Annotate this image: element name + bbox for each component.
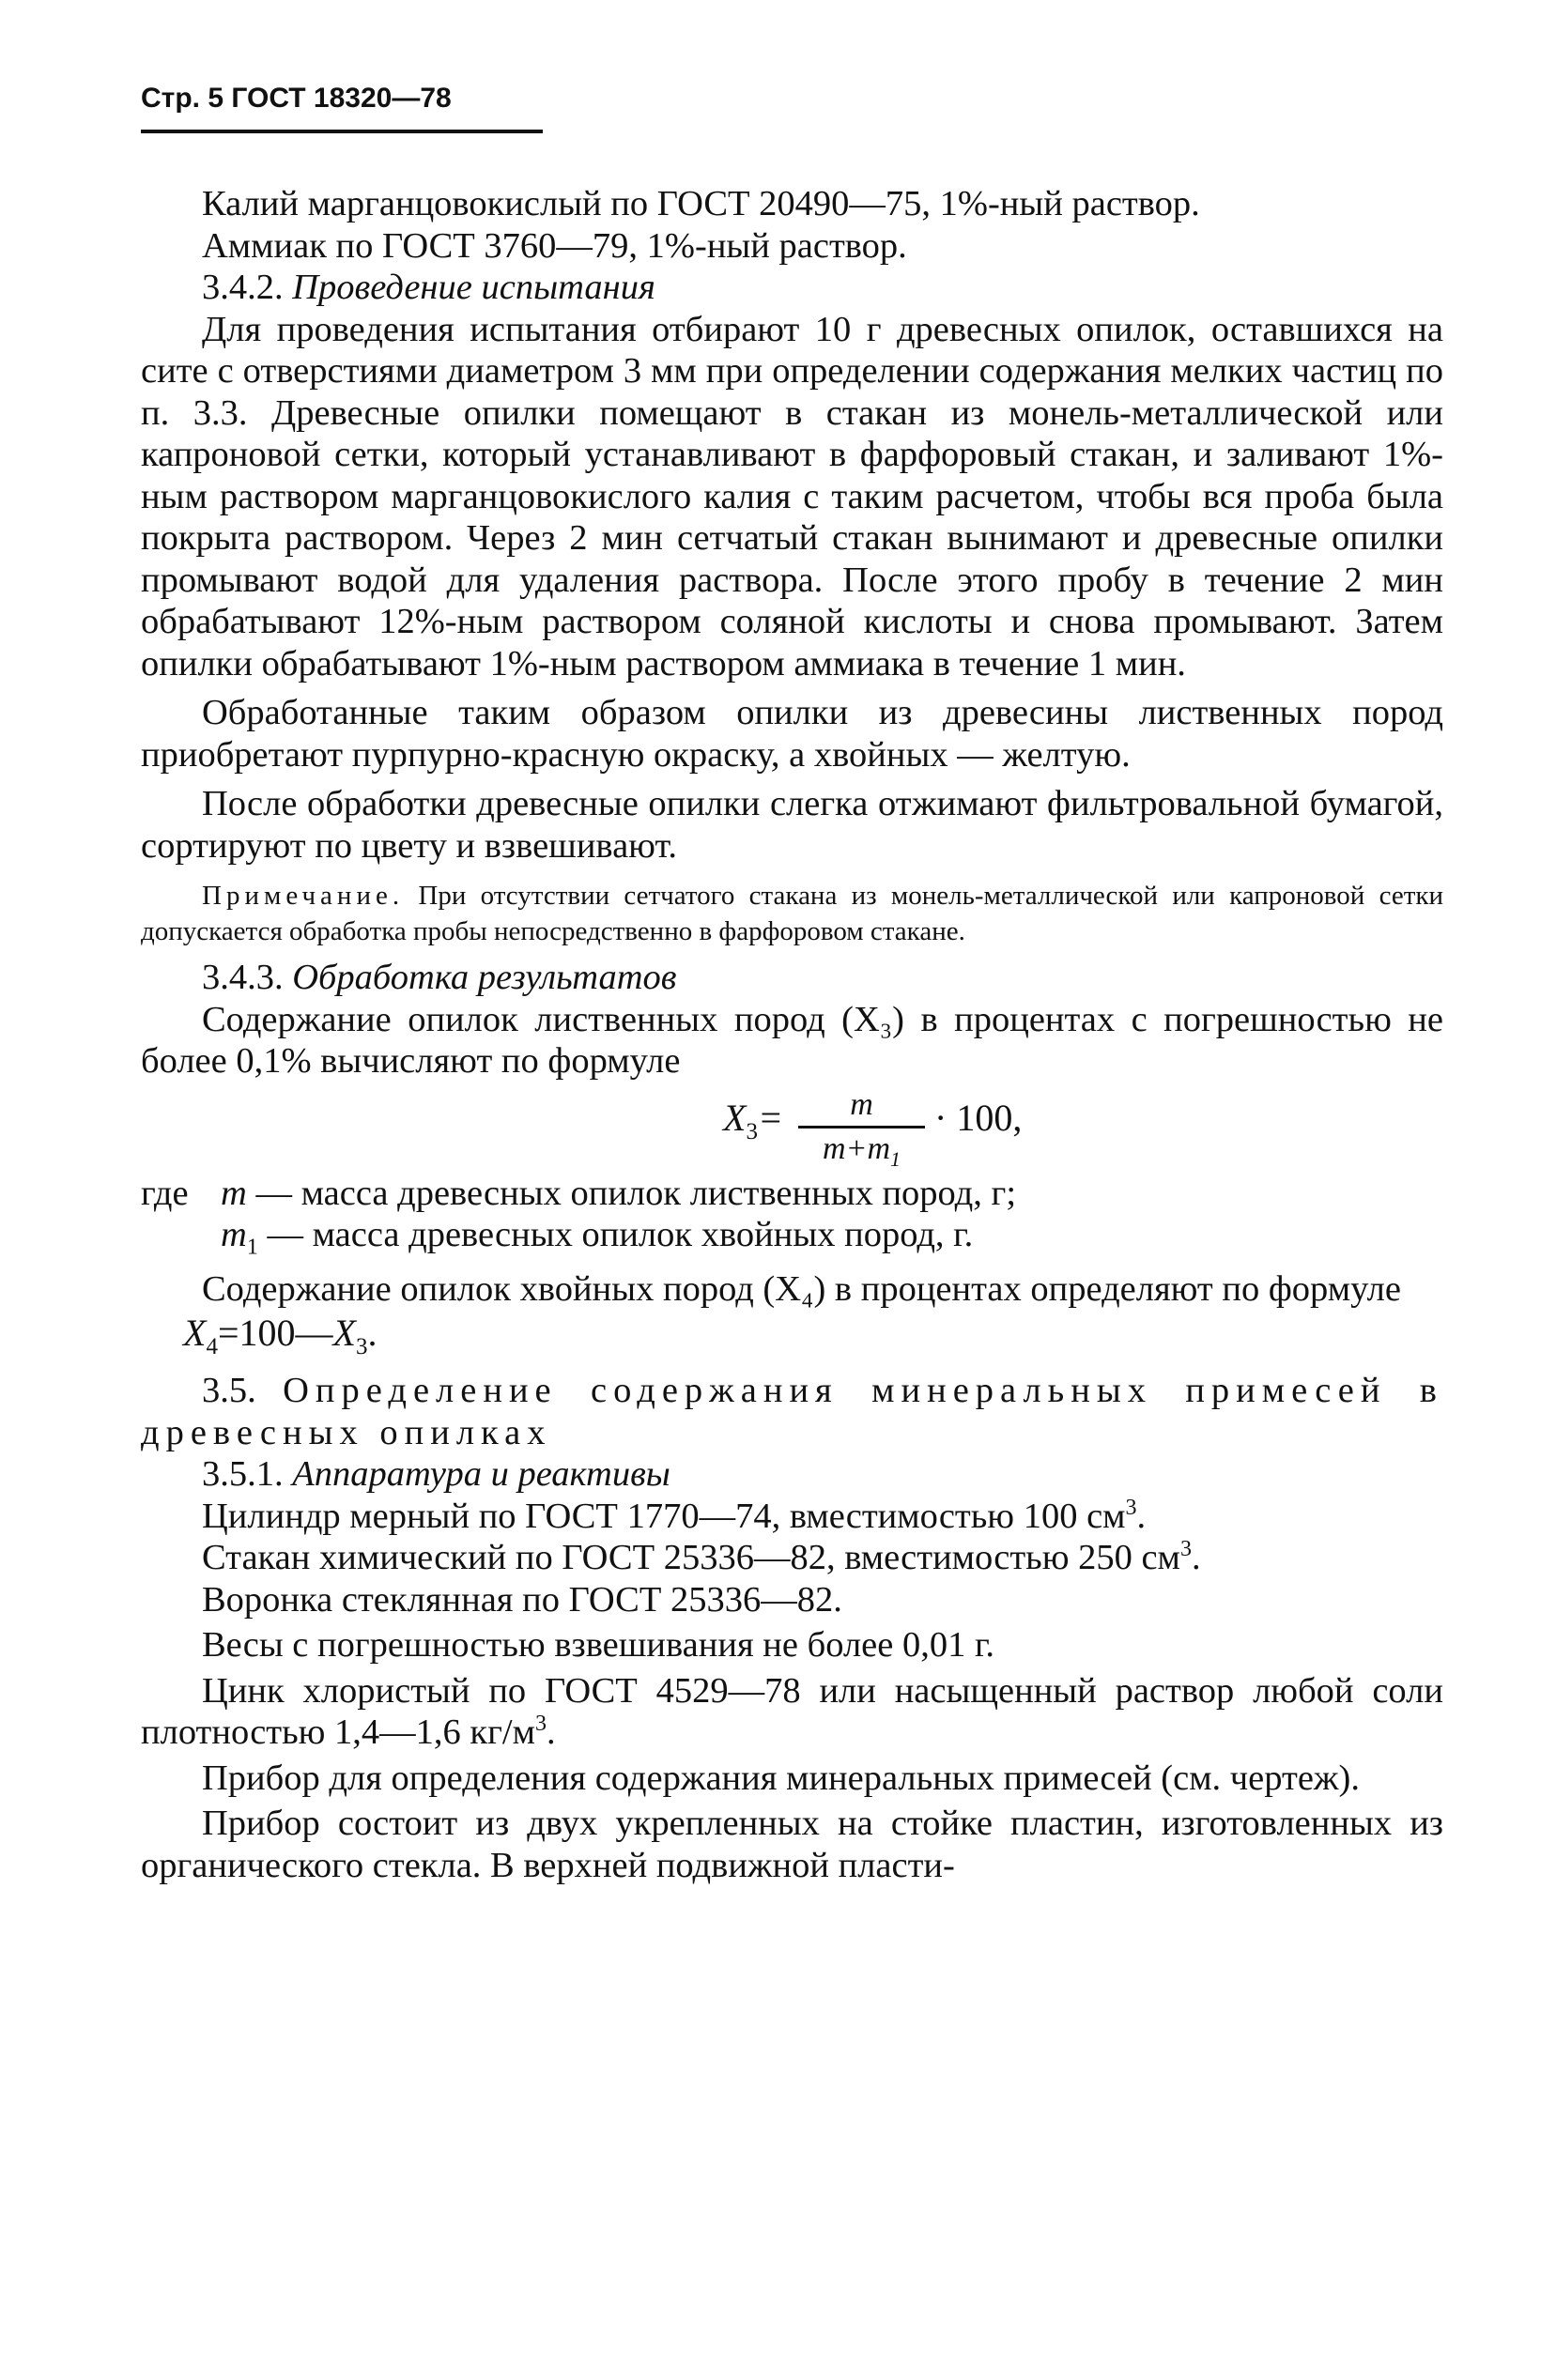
- paragraph: Калий марганцовокислый по ГОСТ 20490—75, 1%-ный раствор.: [202, 184, 1200, 223]
- section-heading: 3.4.2. Проведение испытания: [202, 268, 655, 307]
- section-heading: 3.5. Определение содержания минеральных примесей в древесных опилках: [141, 1371, 1443, 1452]
- paragraph: Прибор состоит из двух укрепленных на стойке пластин, изготовленных из органического стекла. В верхней подвижной пласти-: [141, 1804, 1443, 1885]
- paragraph: Прибор для определения содержания минеральных примесей (см. чертеж).: [202, 1758, 1360, 1798]
- paragraph: Весы с погрешностью взвешивания не более 0,01 г.: [202, 1625, 995, 1666]
- note: Примечание. При отсутствии сетчатого стакана из монель-металлической или капроновой сетки допускается обработка пробы непосредственно в фарфоровом стакане.: [141, 881, 1444, 946]
- paragraph: Обработанные таким образом опилки из древесины лиственных пород приобретают пурпурно-красную окраску, а хвойных — желтую.: [141, 693, 1443, 775]
- paragraph: Содержание опилок лиственных пород (X₃) в процентах с погрешностью не более 0,1% вычисляют по формуле: [141, 999, 1443, 1081]
- document-body: [141, 183, 1443, 1886]
- paragraph: Цилиндр мерный по ГОСТ 1770—74, вместимостью 100 $см^3$.: [202, 1495, 1147, 1536]
- paragraph: Стакан химический по ГОСТ 25336—82, вместимостью 250 $см^3$.: [202, 1537, 1201, 1578]
- formula-tail: · 100,: [934, 1096, 1023, 1139]
- legend-line: где m — масса древесных опилок лиственных пород, г;: [141, 1173, 1017, 1213]
- paragraph: Цинк хлористый по ГОСТ 4529—78 или насыщенный раствор любой соли плотностью 1,4—1,6 $кг/м^3$.: [141, 1670, 1443, 1753]
- section-heading: 3.5.1. Аппаратура и реактивы: [202, 1454, 670, 1495]
- section-heading: 3.4.3. Обработка результатов: [202, 958, 677, 997]
- paragraph: Воронка стеклянная по ГОСТ 25336—82.: [202, 1579, 842, 1620]
- paragraph: Содержание опилок хвойных пород (X₄) в процентах определяют по формуле: [202, 1269, 1401, 1310]
- page-header: Стр. 5 ГОСТ 18320—78: [141, 83, 452, 114]
- formula-fraction: m $m+m_1$: [798, 1086, 925, 1178]
- paragraph: Для проведения испытания отбирают 10 г древесных опилок, оставшихся на сите с отверстиями диаметром 3 мм при определении содержания мелких частиц по п. 3.3. Древесные опилки помещают в стакан из монель-металлической или капроновой сетки, который устанавливают в фарфоровый стакан, и заливают 1%-ным раствором марганцовокислого калия с таким расчетом, чтобы вся проба была покрыта раствором. Через 2 мин сетчатый стакан вынимают и древесные опилки промывают водой для удаления раствора. После этого пробу в течение 2 мин обрабатывают 12%-ным раствором соляной кислоты и снова промывают. Затем опилки обрабатывают 1%-ным раствором аммиака в течение 1 мин.: [141, 309, 1443, 683]
- header-rule: [141, 130, 543, 133]
- legend-line: $m_1$ — масса древесных опилок хвойных пород, г.: [221, 1215, 974, 1260]
- paragraph: После обработки древесные опилки слегка отжимают фильтровальной бумагой, сортируют по цвету и взвешивают.: [141, 784, 1443, 866]
- paragraph: Аммиак по ГОСТ 3760—79, 1%-ный раствор.: [202, 225, 907, 266]
- formula-x3: [141, 1086, 1443, 1169]
- formula-lhs: $X_3=$: [723, 1096, 783, 1144]
- formula-x4: $X_4=100—X_3$.: [183, 1311, 377, 1359]
